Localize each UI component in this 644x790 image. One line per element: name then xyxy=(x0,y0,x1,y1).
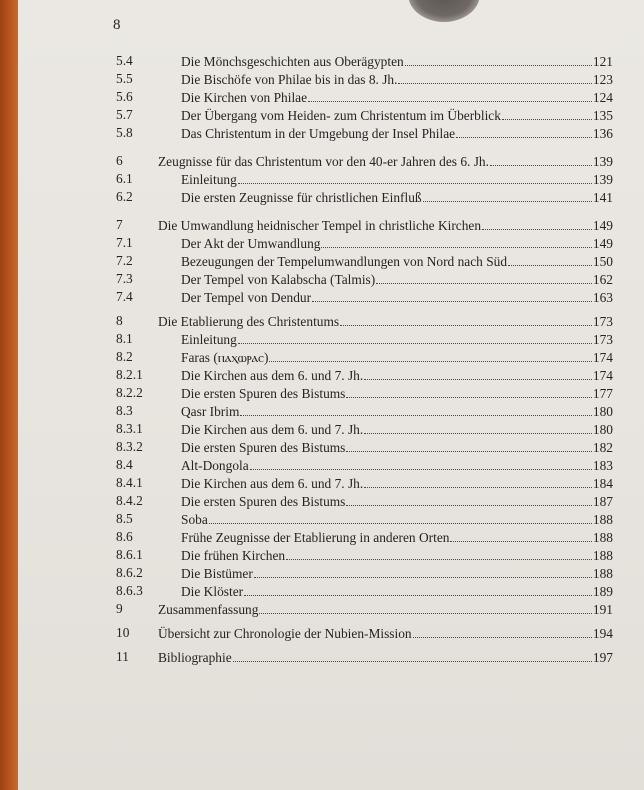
toc-section-number: 8.2.2 xyxy=(116,385,143,400)
toc-page-number: 194 xyxy=(592,626,613,641)
toc-section-number: 8.4.1 xyxy=(116,475,143,490)
toc-section-number: 8.4 xyxy=(116,457,133,472)
toc-title: Soba xyxy=(181,512,208,527)
toc-dot-leader xyxy=(312,288,592,302)
toc-dot-leader xyxy=(240,402,592,416)
toc-section-number: 8.2 xyxy=(116,349,133,364)
toc-dot-leader xyxy=(450,528,591,542)
toc-section-number: 6 xyxy=(116,153,123,168)
toc-entry xyxy=(0,330,644,348)
toc-title: Der Akt der Umwandlung xyxy=(181,236,321,251)
toc-page-number: 150 xyxy=(592,254,613,269)
toc-title: Die Kirchen aus dem 6. und 7. Jh. xyxy=(181,476,364,491)
toc-title: Faras (ⲡⲁⲭⲱⲣⲁⲥ) xyxy=(181,350,269,365)
toc-entry xyxy=(0,152,644,170)
toc-entry xyxy=(0,252,644,270)
toc-entry xyxy=(0,348,644,366)
toc-page-number: 149 xyxy=(592,218,613,233)
toc-section-number: 9 xyxy=(116,601,123,616)
toc-page-number: 188 xyxy=(592,566,613,581)
toc-section-number: 8.6.3 xyxy=(116,583,143,598)
toc-page-number: 187 xyxy=(592,494,613,509)
toc-entry xyxy=(0,312,644,330)
toc-entry xyxy=(0,384,644,402)
toc-title: Einleitung xyxy=(181,332,237,347)
toc-section-number: 7.3 xyxy=(116,271,133,286)
toc-page-number: 124 xyxy=(592,90,613,105)
toc-entry xyxy=(0,106,644,124)
toc-entry xyxy=(0,474,644,492)
toc-dot-leader xyxy=(502,106,592,120)
toc-dot-leader xyxy=(250,456,592,470)
toc-dot-leader xyxy=(346,384,592,398)
toc-entry xyxy=(0,124,644,142)
toc-title: Die Kirchen aus dem 6. und 7. Jh. xyxy=(181,422,364,437)
toc-dot-leader xyxy=(286,546,592,560)
toc-entry xyxy=(0,216,644,234)
toc-dot-leader xyxy=(364,420,592,434)
toc-page-number: 182 xyxy=(592,440,613,455)
toc-section-number: 8.3.2 xyxy=(116,439,143,454)
toc-title: Die Etablierung des Christentums xyxy=(158,314,340,329)
toc-page-number: 174 xyxy=(592,350,613,365)
toc-dot-leader xyxy=(346,492,592,506)
toc-section-number: 8.6 xyxy=(116,529,133,544)
toc-title: Das Christentum in der Umgebung der Insel Philae xyxy=(181,126,456,141)
toc-title: Zusammenfassung xyxy=(158,602,259,617)
toc-dot-leader xyxy=(423,188,592,202)
toc-section-number: 8.5 xyxy=(116,511,133,526)
toc-dot-leader xyxy=(340,312,592,326)
toc-section-number: 5.8 xyxy=(116,125,133,140)
toc-page-number: 174 xyxy=(592,368,613,383)
toc-title: Die ersten Spuren des Bistums xyxy=(181,386,346,401)
toc-section-number: 6.1 xyxy=(116,171,133,186)
toc-dot-leader xyxy=(209,510,592,524)
toc-title: Alt-Dongola xyxy=(181,458,249,473)
toc-entry xyxy=(0,288,644,306)
page-number: 8 xyxy=(113,17,121,33)
toc-dot-leader xyxy=(346,438,592,452)
toc-section-number: 8.6.2 xyxy=(116,565,143,580)
toc-entry xyxy=(0,582,644,600)
toc-section-number: 7.1 xyxy=(116,235,133,250)
toc-section-number: 8.6.1 xyxy=(116,547,143,562)
toc-dot-leader xyxy=(238,170,592,184)
toc-page-number: 191 xyxy=(592,602,613,617)
toc-page-number: 135 xyxy=(592,108,613,123)
toc-page-number: 136 xyxy=(592,126,613,141)
toc-entry xyxy=(0,188,644,206)
toc-page-number: 184 xyxy=(592,476,613,491)
toc-page-number: 139 xyxy=(592,154,613,169)
toc-page-number: 188 xyxy=(592,512,613,527)
toc-section-number: 10 xyxy=(116,625,130,640)
toc-section-number: 8 xyxy=(116,313,123,328)
toc-page-number: 149 xyxy=(592,236,613,251)
toc-title: Die frühen Kirchen xyxy=(181,548,286,563)
toc-dot-leader xyxy=(269,348,592,362)
toc-page-number: 180 xyxy=(592,422,613,437)
toc-section-number: 8.3 xyxy=(116,403,133,418)
toc-entry xyxy=(0,564,644,582)
toc-section-number: 7.2 xyxy=(116,253,133,268)
toc-dot-leader xyxy=(490,152,592,166)
toc-dot-leader xyxy=(364,366,592,380)
toc-entry xyxy=(0,52,644,70)
toc-section-number: 5.7 xyxy=(116,107,133,122)
toc-dot-leader xyxy=(398,70,591,84)
toc-title: Der Übergang vom Heiden- zum Christentum im Überblick xyxy=(181,108,501,123)
toc-title: Der Tempel von Dendur xyxy=(181,290,312,305)
toc-title: Übersicht zur Chronologie der Nubien-Mission xyxy=(158,626,412,641)
toc-entry xyxy=(0,70,644,88)
toc-dot-leader xyxy=(364,474,592,488)
toc-dot-leader xyxy=(413,624,592,638)
toc-page-number: 197 xyxy=(592,650,613,665)
toc-section-number: 8.1 xyxy=(116,331,133,346)
toc-dot-leader xyxy=(238,330,592,344)
toc-section-number: 7.4 xyxy=(116,289,133,304)
toc-title: Zeugnisse für das Christentum vor den 40-er Jahren des 6. Jh. xyxy=(158,154,489,169)
toc-entry xyxy=(0,420,644,438)
toc-page-number: 188 xyxy=(592,548,613,563)
toc-entry xyxy=(0,600,644,618)
toc-title: Die ersten Zeugnisse für christlichen Einfluß xyxy=(181,190,422,205)
toc-dot-leader xyxy=(233,648,592,662)
toc-entry xyxy=(0,402,644,420)
toc-section-number: 8.2.1 xyxy=(116,367,143,382)
toc-title: Qasr Ibrim xyxy=(181,404,240,419)
toc-dot-leader xyxy=(259,600,591,614)
toc-title: Die ersten Spuren des Bistums xyxy=(181,494,346,509)
toc-section-number: 8.3.1 xyxy=(116,421,143,436)
toc-title: Die Bischöfe von Philae bis in das 8. Jh. xyxy=(181,72,398,87)
toc-page-number: 163 xyxy=(592,290,613,305)
toc-entry xyxy=(0,648,644,666)
toc-page-number: 139 xyxy=(592,172,613,187)
toc-dot-leader xyxy=(508,252,592,266)
toc-title: Die Mönchsgeschichten aus Oberägypten xyxy=(181,54,404,69)
toc-section-number: 11 xyxy=(116,649,129,664)
toc-entry xyxy=(0,456,644,474)
toc-page-number: 121 xyxy=(592,54,613,69)
toc-dot-leader xyxy=(482,216,592,230)
toc-entry xyxy=(0,624,644,642)
toc-section-number: 5.4 xyxy=(116,53,133,68)
toc-entry xyxy=(0,546,644,564)
toc-section-number: 8.4.2 xyxy=(116,493,143,508)
toc-entry xyxy=(0,492,644,510)
toc-page-number: 177 xyxy=(592,386,613,401)
toc-title: Der Tempel von Kalabscha (Talmis) xyxy=(181,272,376,287)
toc-section-number: 7 xyxy=(116,217,123,232)
toc-entry xyxy=(0,510,644,528)
toc-section-number: 5.5 xyxy=(116,71,133,86)
toc-page-number: 183 xyxy=(592,458,613,473)
toc-page-number: 189 xyxy=(592,584,613,599)
toc-section-number: 5.6 xyxy=(116,89,133,104)
toc-entry xyxy=(0,438,644,456)
toc-entry xyxy=(0,88,644,106)
toc-title: Die Klöster xyxy=(181,584,244,599)
toc-title: Die ersten Spuren des Bistums xyxy=(181,440,346,455)
toc-title: Die Bistümer xyxy=(181,566,253,581)
toc-title: Bezeugungen der Tempelumwandlungen von Nord nach Süd xyxy=(181,254,508,269)
toc-title: Bibliographie xyxy=(158,650,232,665)
toc-dot-leader xyxy=(405,52,592,66)
toc-entry xyxy=(0,170,644,188)
toc-entry xyxy=(0,528,644,546)
toc-page-number: 141 xyxy=(592,190,613,205)
toc-page-number: 123 xyxy=(592,72,613,87)
toc-dot-leader xyxy=(376,270,592,284)
toc-dot-leader xyxy=(456,124,592,138)
toc-entry xyxy=(0,270,644,288)
toc-title: Einleitung xyxy=(181,172,237,187)
toc-entry xyxy=(0,234,644,252)
toc-dot-leader xyxy=(308,88,592,102)
toc-dot-leader xyxy=(244,582,592,596)
toc-title: Die Kirchen von Philae xyxy=(181,90,308,105)
toc-page-number: 173 xyxy=(592,332,613,347)
toc-title: Die Umwandlung heidnischer Tempel in christliche Kirchen xyxy=(158,218,482,233)
toc-dot-leader xyxy=(321,234,591,248)
toc-page-number: 173 xyxy=(592,314,613,329)
toc-section-number: 6.2 xyxy=(116,189,133,204)
toc-page-number: 162 xyxy=(592,272,613,287)
toc-dot-leader xyxy=(254,564,592,578)
toc-page-number: 180 xyxy=(592,404,613,419)
toc-title: Die Kirchen aus dem 6. und 7. Jh. xyxy=(181,368,364,383)
toc-title: Frühe Zeugnisse der Etablierung in anderen Orten xyxy=(181,530,450,545)
toc-page-number: 188 xyxy=(592,530,613,545)
toc-entry xyxy=(0,366,644,384)
